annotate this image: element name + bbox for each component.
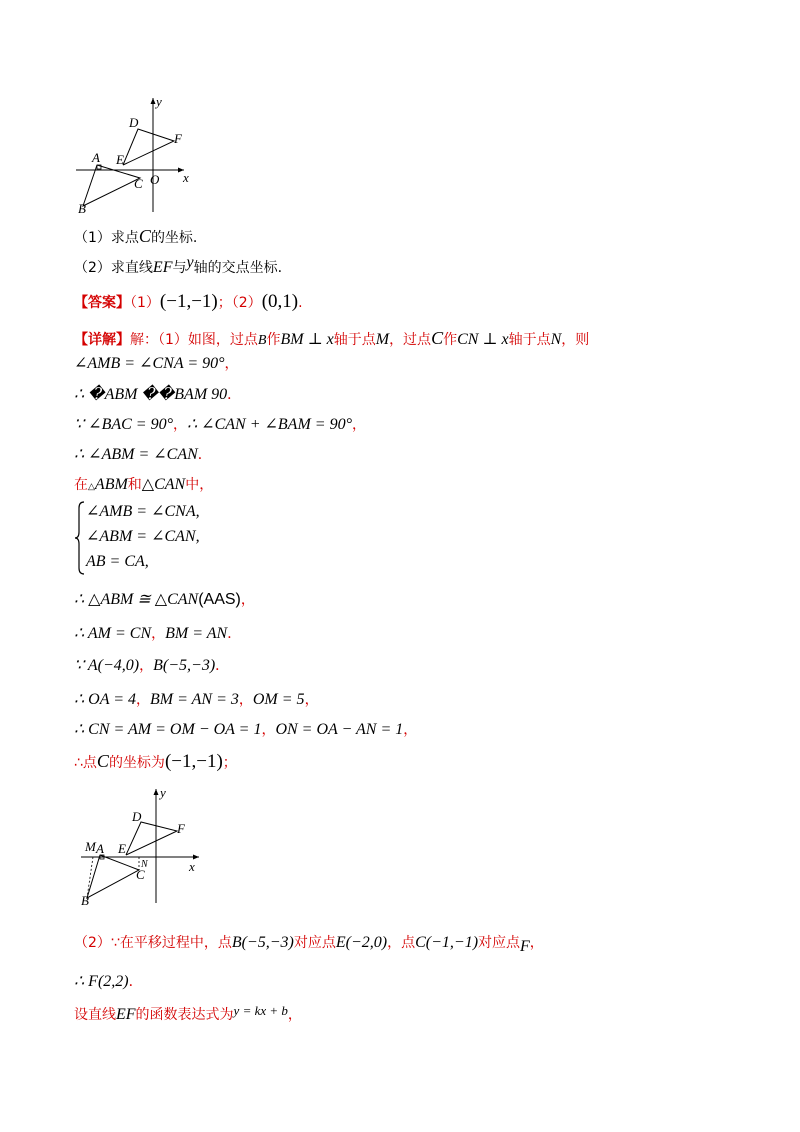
detail-line-2: ∠AMB = ∠CNA = 90°， (74, 355, 239, 372)
svg-text:M: M (85, 839, 96, 854)
detail-line-3: ∴ �ABM ��BAM 90． (74, 386, 242, 403)
detail-line-4: ∵ ∠BAC = 90°，∴ ∠CAN + ∠BAM = 90°， (74, 416, 366, 433)
svg-text:x: x (189, 859, 195, 874)
svg-text:y: y (156, 94, 162, 109)
question-1: （1）求点C的坐标. (74, 226, 198, 246)
svg-text:F: F (177, 821, 185, 836)
svg-text:D: D (129, 115, 139, 130)
svg-text:C: C (134, 176, 143, 191)
figure-1 (70, 92, 200, 217)
svg-text:E: E (118, 841, 126, 856)
svg-text:O: O (150, 172, 160, 187)
detail-line-5: ∴ ∠ABM = ∠CAN． (74, 446, 212, 463)
svg-text:B: B (78, 201, 86, 216)
detail-line-10: ∴ OA = 4，BM = AN = 3，OM = 5， (74, 691, 319, 708)
brace-icon (74, 500, 86, 576)
part2-line-1: （2）∵在平移过程中，点B(−5,−3)对应点E(−2,0)，点C(−1,−1)对应点F， (74, 934, 544, 955)
svg-text:N: N (141, 859, 148, 870)
svg-text:D: D (132, 809, 142, 824)
answer-line: 【答案】（1）(−1,−1)；（2）(0,1). (74, 291, 303, 312)
detail-line-8: ∴ AM = CN，BM = AN． (74, 625, 242, 642)
detail-line-7: ∴ △ABM ≅ △CAN(AAS)， (74, 591, 255, 608)
question-2: （2）求直线EF与y轴的交点坐标. (74, 254, 283, 276)
svg-text:C: C (136, 867, 145, 882)
svg-text:A: A (92, 150, 100, 165)
equation-system: ∠AMB = ∠CNA, ∠ABM = ∠CAN, AB = CA, (74, 500, 294, 576)
detail-line-12: ∴点C的坐标为(−1,−1)； (74, 751, 237, 772)
figure-2 (75, 785, 205, 910)
detail-line-6: 在△ABM和△CAN中， (74, 476, 214, 493)
part2-line-3: 设直线EF的函数表达式为y = kx + b， (74, 1003, 302, 1023)
detail-line-11: ∴ CN = AM = OM − OA = 1，ON = OA − AN = 1， (74, 721, 418, 738)
svg-text:E: E (116, 152, 124, 167)
detail-line-1: 【详解】解：（1）如图，过点B作BM ⊥ x轴于点M，过点C作CN ⊥ x轴于点N，则 (74, 328, 590, 348)
svg-text:A: A (96, 841, 104, 856)
svg-text:B: B (81, 893, 89, 908)
svg-text:y: y (160, 785, 166, 800)
svg-text:F: F (174, 131, 182, 146)
part2-line-2: ∴ F(2,2)． (74, 973, 143, 990)
svg-text:x: x (183, 170, 189, 185)
detail-line-9: ∵ A(−4,0)，B(−5,−3)． (74, 657, 230, 674)
